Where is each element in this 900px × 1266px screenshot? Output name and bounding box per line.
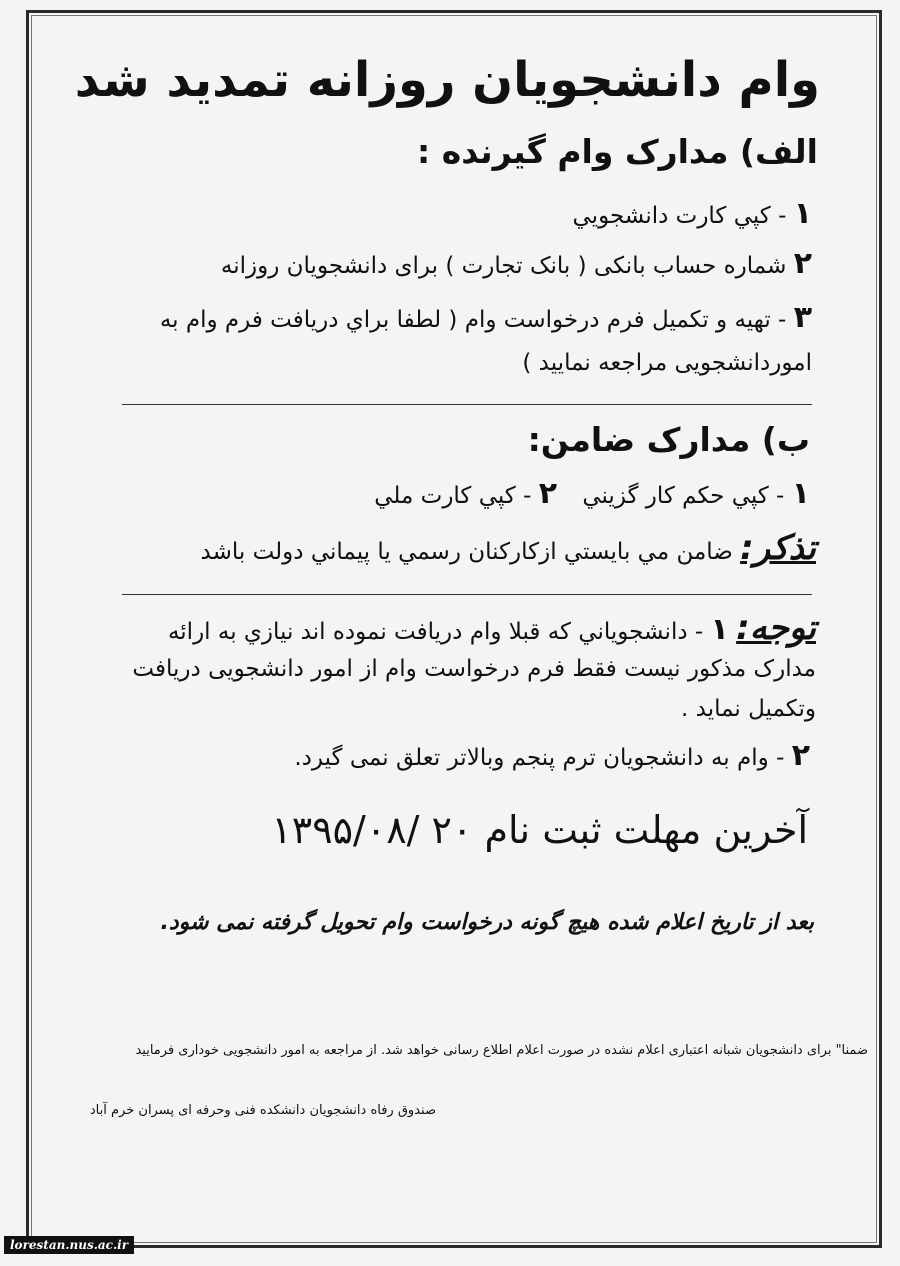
item-number: ۲	[538, 476, 557, 511]
deadline: آخرین مهلت ثبت نام ۲۰ /۱۳۹۵/۰۸	[271, 808, 808, 852]
reminder	[201, 528, 816, 568]
final-notice: بعد از تاریخ اعلام شده هیچ گونه درخواست وام تحویل گرفته نمی شود.	[160, 910, 814, 935]
note-label: توجه:	[736, 608, 816, 648]
item-number: ۱	[791, 476, 810, 511]
item-text: - کپي کارت دانشجويي	[572, 203, 787, 229]
note-line-1	[168, 608, 816, 648]
item-number: ۲	[791, 738, 810, 773]
page-title: وام دانشجویان روزانه تمدید شد	[74, 52, 820, 108]
divider	[122, 594, 812, 595]
signature: صندوق رفاه دانشجویان دانشکده فنی وحرفه ای پسران خرم آباد	[89, 1103, 436, 1118]
item-number: ۱	[793, 196, 812, 231]
section-a-item-3-continued: اموردانشجویی مراجعه نمایید )	[522, 350, 812, 376]
note-text: - دانشجوياني که قبلا وام دريافت نموده اند نيازي به ارائه	[167, 619, 704, 645]
item-text: - کپي حکم کار گزيني	[582, 483, 785, 509]
item-number: ۱	[710, 612, 729, 647]
section-a-item-3	[160, 300, 812, 335]
item-text: - تهیه و تکمیل فرم درخواست وام ( لطفا براي دريافت فرم وام به	[159, 307, 787, 333]
item-text: - کپي کارت ملي	[374, 483, 532, 509]
item-number: ۲	[793, 246, 812, 281]
section-b-items	[374, 476, 810, 511]
item-number: ۳	[793, 300, 812, 335]
note-text: - وام به دانشجویان ترم پنجم وبالاتر تعلق نمی گیرد.	[294, 745, 785, 771]
section-a-item-2	[221, 246, 812, 281]
divider	[122, 404, 812, 405]
section-a-item-1	[573, 196, 813, 231]
reminder-label: تذکر:	[740, 528, 816, 568]
reminder-text: ضامن مي بايستي ازکارکنان رسمي يا پيماني دولت باشد	[200, 539, 733, 565]
item-text: شماره حساب بانکی ( بانک تجارت ) برای دانشجویان روزانه	[220, 253, 787, 279]
aside-note: ضمنا" برای دانشجویان شبانه اعتباری اعلام نشده در صورت اعلام اطلاع رسانی خواهد شد. از مراجعه به امور دانشجویی خوداری فرمایید	[135, 1043, 868, 1058]
site-badge: lorestan.nus.ac.ir	[4, 1236, 134, 1254]
section-a-heading: الف) مدارک وام گیرنده :	[417, 132, 818, 171]
note-line-3: وتکمیل نماید .	[681, 696, 816, 722]
note-line-4	[294, 738, 810, 773]
section-b-heading: ب) مدارک ضامن:	[527, 420, 810, 459]
note-line-2: مدارک مذکور نیست فقط فرم درخواست وام از امور دانشجویی دریافت	[132, 656, 816, 682]
